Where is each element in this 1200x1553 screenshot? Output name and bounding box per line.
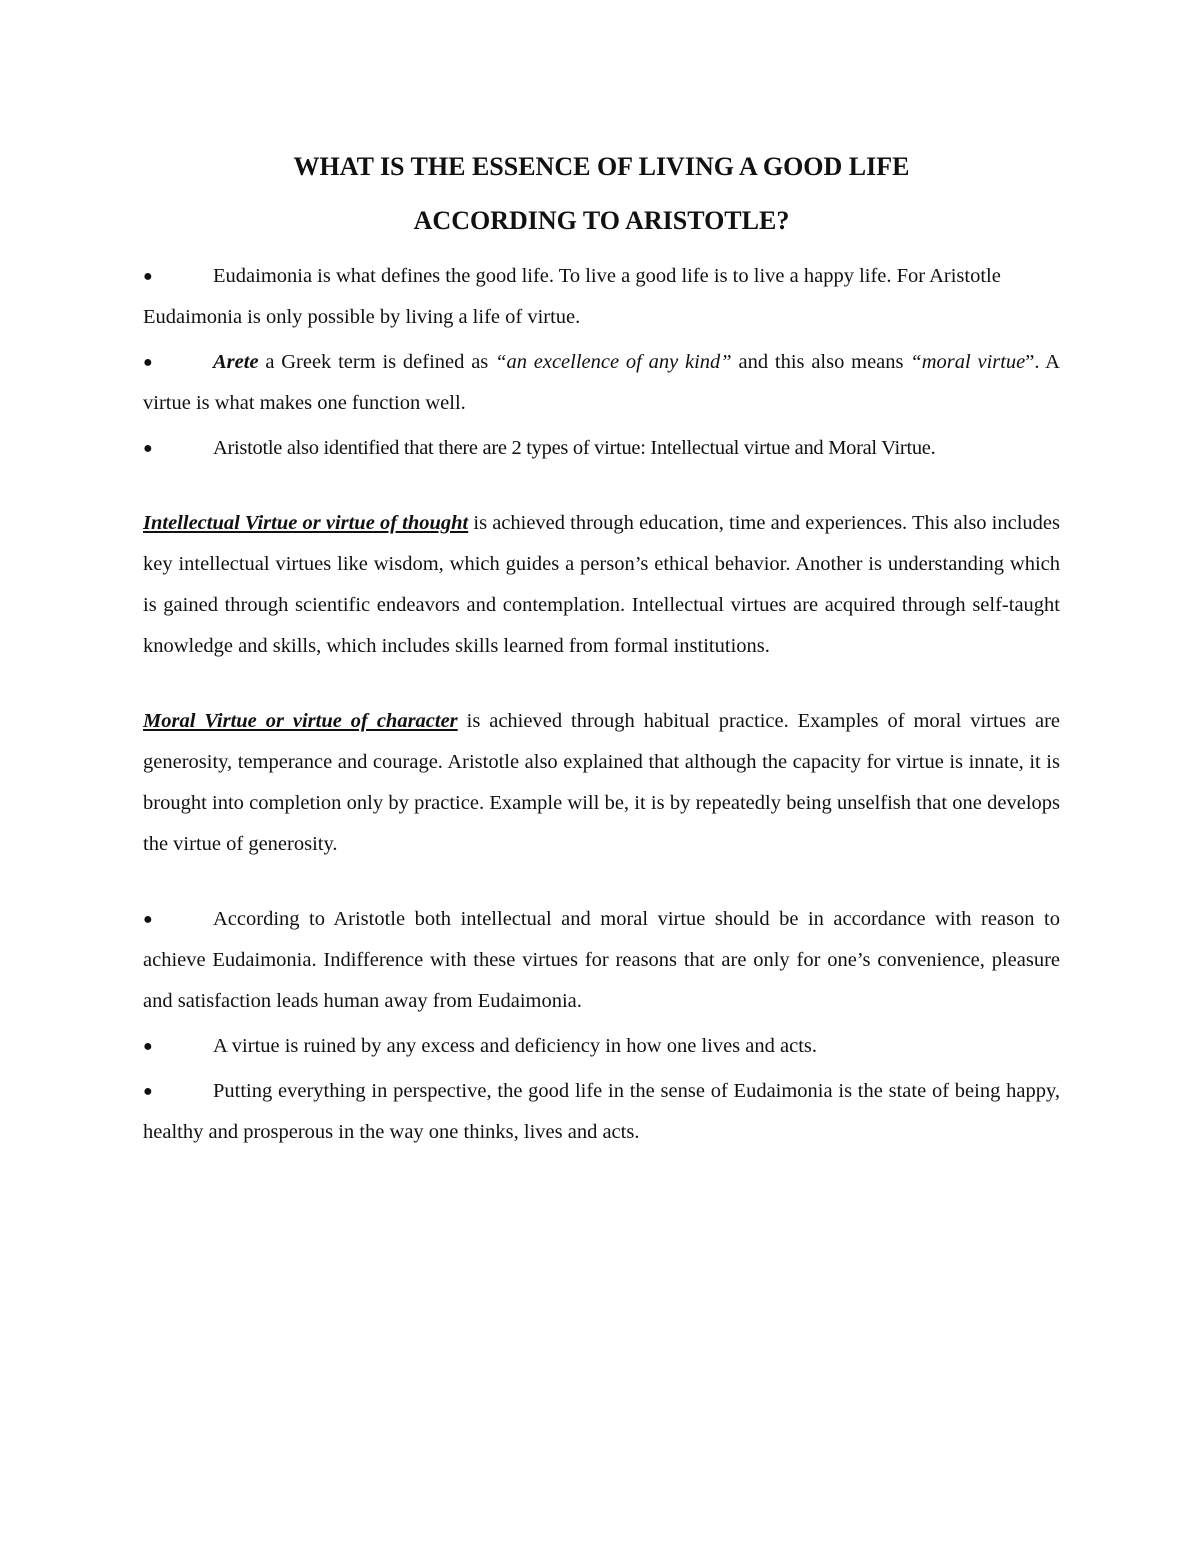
bullet-item-reason <box>143 899 1060 1022</box>
quote-excellence: “an excellence of any kind” <box>495 351 732 373</box>
bullet-dot-icon: ● <box>143 268 153 285</box>
paragraph-moral-virtue <box>143 701 1060 865</box>
bullet-item-excess <box>143 1026 1060 1067</box>
bullet-text: A virtue is ruined by any excess and deficiency in how one lives and acts. <box>213 1035 818 1057</box>
paragraph-text: is achieved through habitual practice. Examples of moral virtues are generosity, temperance and courage. Aristotle also explained that although the capacity for virtue is innate, it is brought into completion only by practice. Example will be, it is by repeatedly being unselfish that one develops the virtue of generosity. <box>143 710 1060 855</box>
bullet-text: According to Aristotle both intellectual and moral virtue should be in accordance with reason to achieve Eudaimonia. Indifference with these virtues for reasons that are only for one’s convenience, pleasure and satisfaction leads human away from Eudaimonia. <box>143 908 1060 1012</box>
bullet-text: Putting everything in perspective, the good life in the sense of Eudaimonia is the state of being happy, healthy and prosperous in the way one thinks, lives and acts. <box>143 1080 1060 1143</box>
bullet-dot-icon: ● <box>143 1083 153 1100</box>
title-line-1: WHAT IS THE ESSENCE OF LIVING A GOOD LIFE <box>293 152 910 181</box>
term-arete: Arete <box>213 351 259 373</box>
bullet-text: a Greek term is defined as <box>258 351 496 373</box>
quote-moral-virtue: “moral virtue <box>910 351 1026 373</box>
bullet-text: ”. A virtue is what makes one function well. <box>143 351 1060 414</box>
paragraph-text: is achieved through education, time and experiences. This also includes key intellectual virtues like wisdom, which guides a person’s ethical behavior. Another is understanding which is gained through scientific endeavors and contemplation. Intellectual virtues are acquired through self-taught knowledge and skills, which includes skills learned from formal institutions. <box>143 512 1060 657</box>
spacer <box>143 667 1060 701</box>
document-page <box>143 140 1060 1153</box>
bullet-dot-icon: ● <box>143 440 153 457</box>
paragraph-continuation: Eudaimonia is only possible by living a life of virtue. <box>143 306 581 328</box>
document-title <box>143 140 1060 248</box>
spacer <box>143 865 1060 899</box>
bullet-item-arete <box>143 342 1060 424</box>
title-line-2: ACCORDING TO ARISTOTLE? <box>413 206 790 235</box>
spacer <box>143 469 1060 503</box>
bullet-text: Aristotle also identified that there are 2 types of virtue: Intellectual virtue and Moral Virtue. <box>213 437 936 459</box>
bullet-item-perspective <box>143 1071 1060 1153</box>
bullet-dot-icon: ● <box>143 1038 153 1055</box>
bullet-dot-icon: ● <box>143 354 153 371</box>
paragraph-intellectual-virtue <box>143 503 1060 667</box>
term-intellectual-virtue: Intellectual Virtue or virtue of thought <box>143 512 469 534</box>
bullet-item-types-of-virtue <box>143 428 1060 469</box>
bullet-dot-icon: ● <box>143 911 153 928</box>
bullet-text: and this also means <box>731 351 911 373</box>
term-moral-virtue: Moral Virtue or virtue of character <box>143 710 458 732</box>
bullet-text: Eudaimonia is what defines the good life. To live a good life is to live a happy life. For Aristotle <box>213 265 1001 287</box>
bullet-item-eudaimonia <box>143 256 1060 297</box>
